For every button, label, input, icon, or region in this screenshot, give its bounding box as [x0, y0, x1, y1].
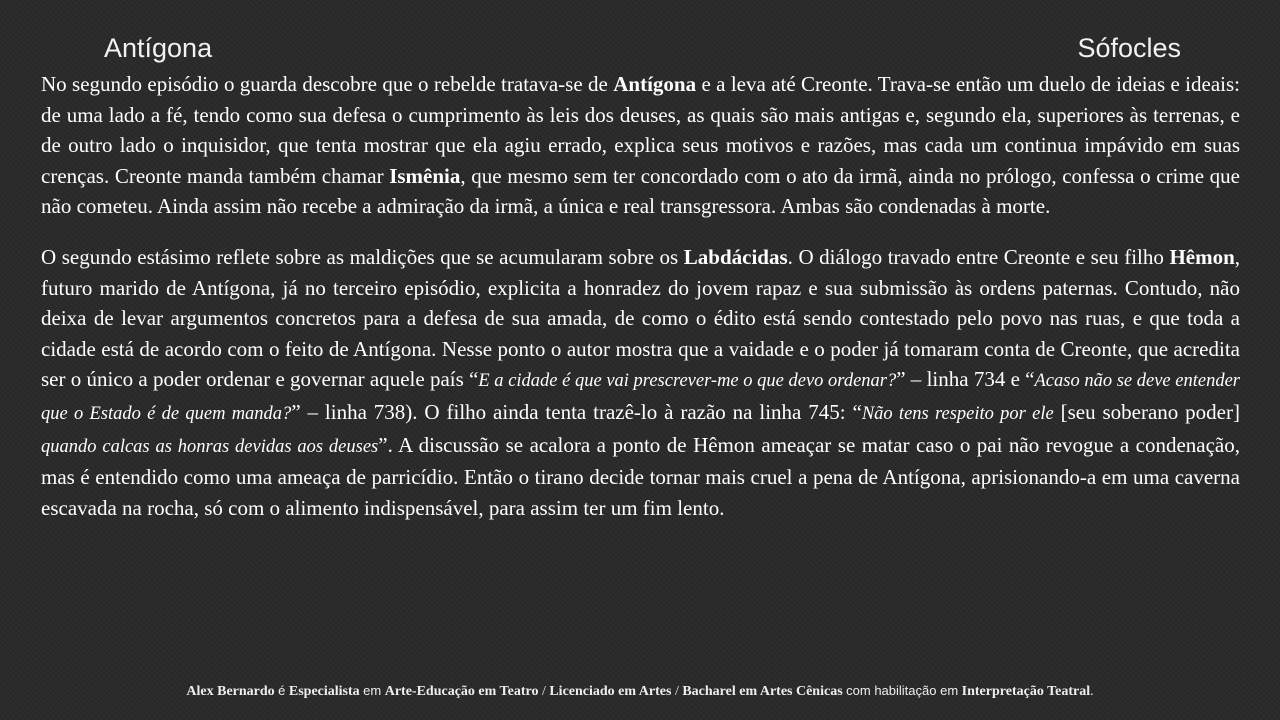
footer-especialista: Especialista [288, 684, 360, 699]
p2-text-2: . O diálogo travado entre Creonte e seu filho [787, 244, 1170, 269]
p2-quote-4: quando calcas as honras devidas aos deuses [41, 436, 379, 457]
footer-bacharel: Bacharel em Artes Cênicas [682, 684, 843, 699]
p2-text-6: [seu soberano poder] [1053, 399, 1240, 424]
p2-quote-3: Não tens respeito por ele [861, 403, 1054, 424]
footer-separator-2: / [674, 684, 679, 699]
footer-interpretacao: Interpretação Teatral [961, 684, 1091, 699]
footer-com-habilitacao: com habilitação em [846, 683, 959, 698]
footer-author-name: Alex Bernardo [186, 684, 275, 699]
p2-bold-labdacidas: Labdácidas [683, 244, 788, 269]
p1-bold-ismenia: Ismênia [389, 163, 461, 188]
p1-text-1: No segundo episódio o guarda descobre que o rebelde tratava-se de [41, 72, 614, 96]
paragraph-2 [41, 242, 1240, 523]
footer-arte-educacao: Arte-Educação em Teatro [384, 684, 539, 699]
p2-text-4: ” – linha 734 e “ [896, 367, 1035, 392]
footer-period: . [1090, 684, 1094, 699]
p2-text-1: O segundo estásimo reflete sobre as maldições que se acumularam sobre os [41, 244, 684, 269]
footer-e: é [278, 683, 286, 698]
title-antigona: Antígona [104, 33, 213, 63]
footer-em: em [363, 683, 382, 698]
p1-bold-antigona: Antígona [613, 72, 697, 96]
p2-text-3: , futuro marido de Antígona, já no terceiro episódio, explicita a honradez do jovem rapaz e sua submissão às ordens paternas. Contudo, não deixa de levar argumentos concretos para a defesa de sua amada, de como o édito está sendo contestado pelo povo nas ruas, e que toda a cidade está de acordo com o feito de Antígona. Nesse ponto o autor mostra que a vaidade e o poder já tomaram conta de Creonte, que acredita ser o único a poder ordenar e governar aquele país “ [41, 244, 1241, 392]
p1-text-3: , que mesmo sem ter concordado com o ato da irmã, ainda no prólogo, confessa o crime que não cometeu. Ainda assim não recebe a admiração da irmã, a única e real transgressora. Ambas são condenadas à morte. [41, 163, 1240, 219]
p2-quote-2: Acaso não se deve entender que o Estado é de quem manda? [41, 371, 1240, 424]
body-text [41, 69, 1240, 523]
p2-quote-1: E a cidade é que vai prescrever-me o que devo ordenar? [478, 371, 897, 392]
p2-text-7: ”. A discussão se acalora a ponto de Hêmon ameaçar se matar caso o pai não revogue a condenação, mas é entendido como uma ameaça de parricídio. Então o tirano decide tornar mais cruel a pena de Antígona, aprisionando-a em uma caverna escavada na rocha, só com o alimento indispensável, para assim ter um fim lento. [41, 432, 1240, 520]
p2-bold-hemon: Hêmon [1169, 244, 1235, 269]
paragraph-1 [41, 69, 1240, 222]
footer-separator-1: / [541, 684, 546, 699]
footer-licenciado: Licenciado em Artes [549, 684, 672, 699]
footer-credits [0, 682, 1280, 701]
title-sofocles: Sófocles [1077, 33, 1181, 63]
p2-text-5: ” – linha 738). O filho ainda tenta trazê-lo à razão na linha 745: “ [291, 399, 862, 424]
p1-text-2: e a leva até Creonte. Trava-se então um duelo de ideias e ideais: de uma lado a fé, tendo como sua defesa o cumprimento às leis dos deuses, as quais são mais antigas e, segundo ela, superiores às terrenas, e de outro lado o inquisidor, que tenta mostrar que ela agiu errado, explica seus motivos e razões, mas cada um continua impávido em suas crenças. Creonte manda também chamar [41, 72, 1240, 188]
